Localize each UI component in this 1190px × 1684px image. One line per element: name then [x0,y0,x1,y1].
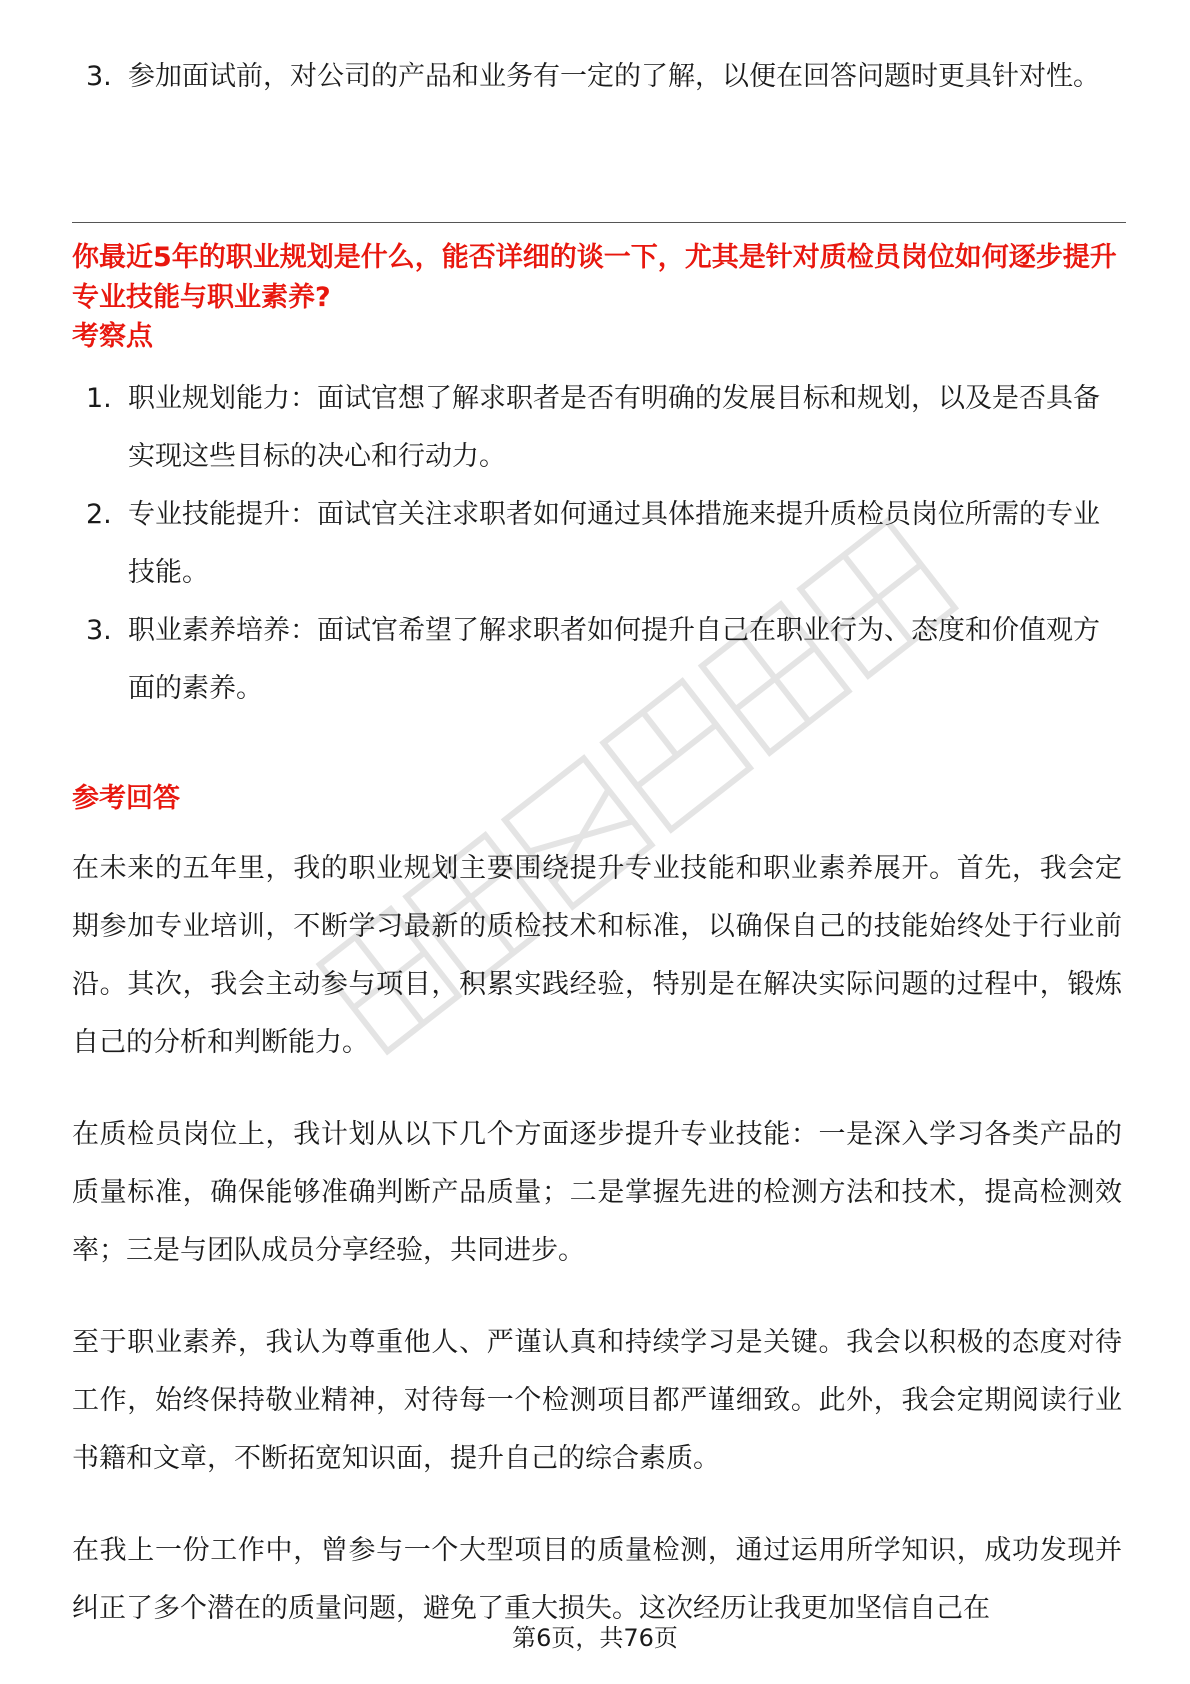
list-number: 3. [86,615,112,646]
kaochadian-list [82,370,1122,718]
list-number: 2. [86,499,112,530]
list-item [82,48,1122,106]
section-divider [72,222,1126,223]
list-text: 职业素养培养：面试官希望了解求职者如何提升自己在职业行为、态度和价值观方面的素养。 [128,615,1100,704]
kaochadian-heading: 考察点 [72,321,153,352]
list-item [82,486,1122,602]
answer-paragraph: 至于职业素养，我认为尊重他人、严谨认真和持续学习是关键。我会以积极的态度对待工作，始终保持敬业精神，对待每一个检测项目都严谨细致。此外，我会定期阅读行业书籍和文章，不断拓宽知识面，提升自己的综合素质。 [72,1327,1122,1474]
answer-paragraph: 在质检员岗位上，我计划从以下几个方面逐步提升专业技能：一是深入学习各类产品的质量标准，确保能够准确判断产品质量；二是掌握先进的检测方法和技术，提高检测效率；三是与团队成员分享经验，共同进步。 [72,1119,1122,1266]
list-number: 3. [86,61,112,92]
interview-question: 你最近5年的职业规划是什么，能否详细的谈一下，尤其是针对质检员岗位如何逐步提升专业技能与职业素养? [72,242,1117,313]
answer-heading: 参考回答 [72,783,180,814]
page-footer: 第6页，共76页 [512,1624,678,1652]
list-text: 职业规划能力：面试官想了解求职者是否有明确的发展目标和规划，以及是否具备实现这些目标的决心和行动力。 [128,383,1100,472]
list-item [82,370,1122,486]
list-number: 1. [86,383,112,414]
list-text: 参加面试前，对公司的产品和业务有一定的了解，以便在回答问题时更具针对性。 [128,61,1100,92]
continued-list [82,48,1122,106]
answer-paragraph: 在我上一份工作中，曾参与一个大型项目的质量检测，通过运用所学知识，成功发现并纠正了多个潜在的质量问题，避免了重大损失。这次经历让我更加坚信自己在 [72,1535,1122,1624]
list-item [82,602,1122,718]
list-text: 专业技能提升：面试官关注求职者如何通过具体措施来提升质检员岗位所需的专业技能。 [128,499,1100,588]
answer-paragraph: 在未来的五年里，我的职业规划主要围绕提升专业技能和职业素养展开。首先，我会定期参加专业培训，不断学习最新的质检技术和标准，以确保自己的技能始终处于行业前沿。其次，我会主动参与项目，积累实践经验，特别是在解决实际问题的过程中，锻炼自己的分析和判断能力。 [72,853,1122,1058]
